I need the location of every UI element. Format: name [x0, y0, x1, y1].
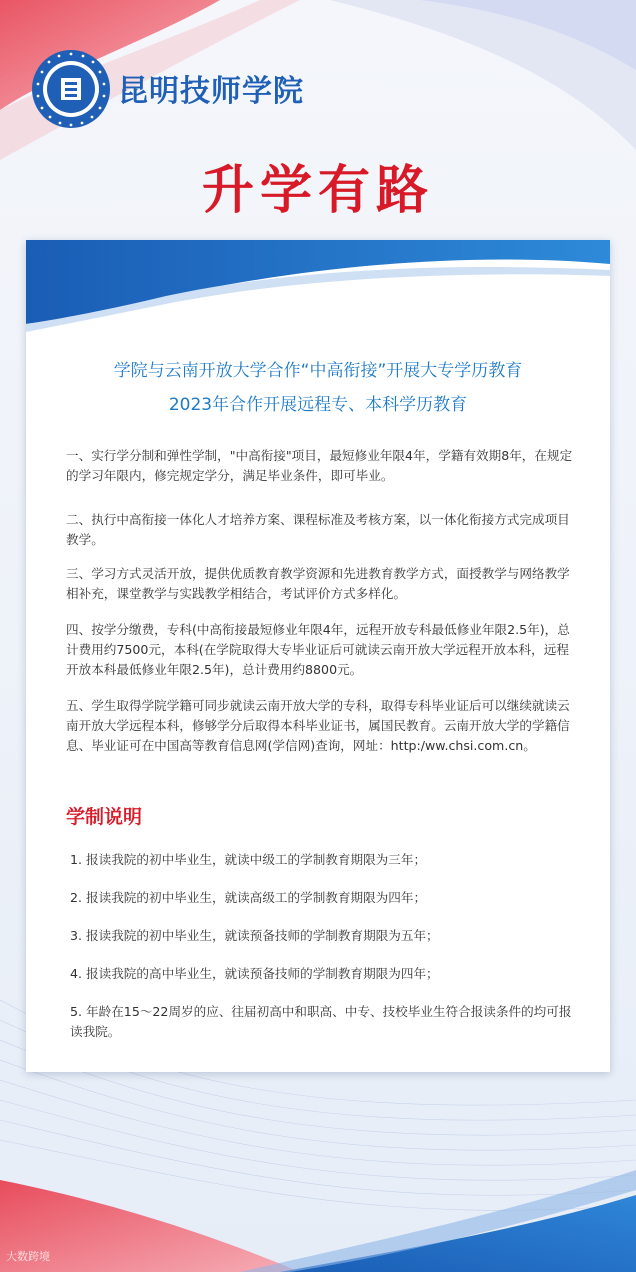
paragraph-1: 一、实行学分制和弹性学制，"中高衔接"项目，最短修业年限4年，学籍有效期8年，在规定的学习年限内，修完规定学分，满足毕业条件，即可毕业。 [66, 448, 573, 483]
paragraph-3: 三、学习方式灵活开放，提供优质教育教学资源和先进教育教学方式，面授教学与网络教学相补充，课堂教学与实践教学相结合，考试评价方式多样化。 [66, 566, 570, 601]
school-emblem-icon [30, 48, 112, 130]
content-card [26, 240, 610, 1072]
list-item: 4. 报读我院的高中毕业生，就读预备技师的学制教育期限为四年； [70, 966, 439, 981]
list-item: 1. 报读我院的初中毕业生，就读中级工的学制教育期限为三年； [70, 852, 427, 867]
paragraph-4: 四、按学分缴费，专科(中高衔接最短修业年限4年，远程开放专科最低修业年限2.5年)，总计费用约7500元，本科(在学院取得大专毕业证后可就读云南开放大学远程开放本科，远程开放本科最低修业年限2.5年)，总计费用约8800元。 [66, 622, 570, 677]
watermark: 大数跨境 [6, 1250, 50, 1263]
main-title: 升学有路 [201, 161, 434, 221]
list-item: 5. 年龄在15～22周岁的应、往届初高中和职高、中专、技校毕业生符合报读条件的均可报读我院。 [70, 1004, 572, 1039]
paragraph-2: 二、执行中高衔接一体化人才培养方案、课程标准及考核方案，以一体化衔接方式完成项目教学。 [66, 512, 570, 547]
school-name: 昆明技师学院 [118, 74, 304, 109]
list-item: 3. 报读我院的初中毕业生，就读预备技师的学制教育期限为五年； [70, 928, 439, 943]
paragraph-5: 五、学生取得学院学籍可同步就读云南开放大学的专科，取得专科毕业证后可以继续就读云南开放大学远程本科，修够学分后取得本科毕业证书，属国民教育。云南开放大学的学籍信息、毕业证可在中国高等教育信息网(学信网)查询，网址：http:/ww.chsi.com.cn。 [66, 698, 570, 753]
card-heading-line1: 学院与云南开放大学合作“中高衔接”开展大专学历教育 [113, 361, 523, 381]
sub-heading: 学制说明 [66, 806, 143, 828]
card-header-wave [26, 240, 610, 332]
list-item: 2. 报读我院的初中毕业生，就读高级工的学制教育期限为四年； [70, 890, 427, 905]
card-heading-line2: 2023年合作开展远程专、本科学历教育 [168, 395, 468, 415]
school-logo [30, 48, 112, 130]
